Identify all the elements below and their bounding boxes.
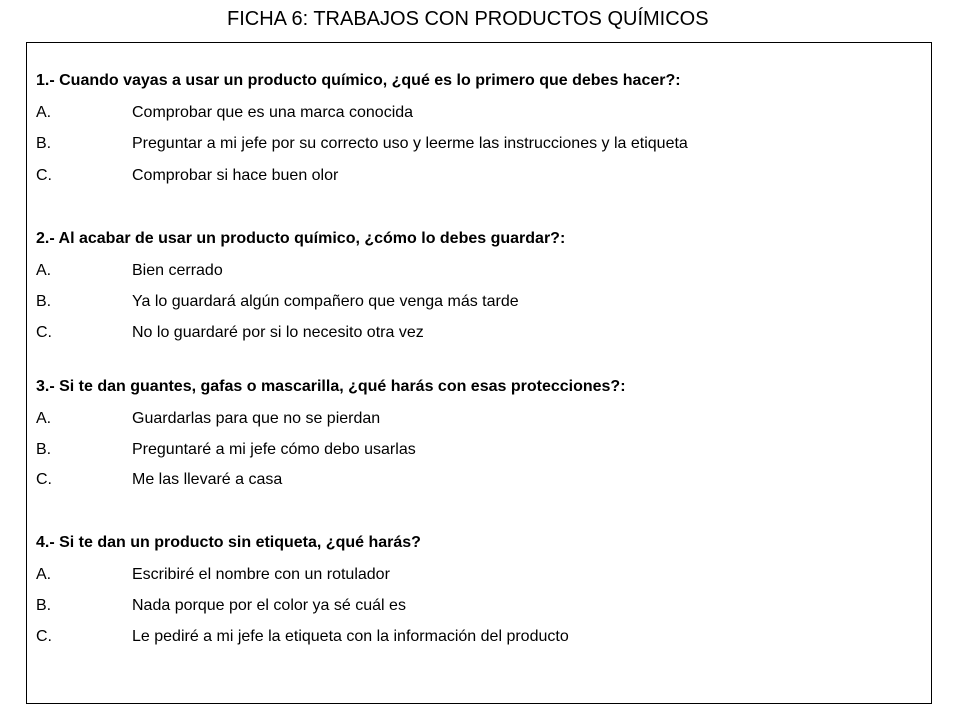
question-4-option-c[interactable] [36,628,916,648]
option-letter: C. [36,471,52,488]
question-3-option-a[interactable] [36,410,916,430]
question-3-option-c[interactable] [36,471,916,491]
option-letter: A. [36,104,52,121]
page-title: FICHA 6: TRABAJOS CON PRODUCTOS QUÍMICOS [227,8,709,30]
question-2: 2.- Al acabar de usar un producto químico, ¿cómo lo debes guardar?: [36,230,566,247]
question-2-option-c[interactable] [36,324,916,344]
option-letter: C. [36,324,52,341]
option-letter: B. [36,293,52,310]
option-text: Comprobar que es una marca conocida [132,104,414,121]
option-letter: B. [36,441,52,458]
option-letter: C. [36,628,52,645]
option-text: No lo guardaré por si lo necesito otra vez [132,324,424,341]
option-text: Nada porque por el color ya sé cuál es [132,597,406,614]
question-1: 1.- Cuando vayas a usar un producto químico, ¿qué es lo primero que debes hacer?: [36,72,681,89]
question-1-option-a[interactable] [36,104,916,124]
option-letter: A. [36,566,52,583]
option-text: Preguntaré a mi jefe cómo debo usarlas [132,441,416,458]
option-text: Le pediré a mi jefe la etiqueta con la información del producto [132,628,569,645]
option-letter: C. [36,167,52,184]
question-3: 3.- Si te dan guantes, gafas o mascarilla, ¿qué harás con esas protecciones?: [36,378,626,395]
question-1-option-c[interactable] [36,167,916,187]
option-letter: B. [36,597,52,614]
option-letter: B. [36,135,52,152]
option-letter: A. [36,410,52,427]
option-text: Comprobar si hace buen olor [132,167,339,184]
question-1-option-b[interactable] [36,135,916,155]
option-text: Me las llevaré a casa [132,471,283,488]
question-4-option-a[interactable] [36,566,916,586]
option-text: Ya lo guardará algún compañero que venga más tarde [132,293,519,310]
option-text: Guardarlas para que no se pierdan [132,410,381,427]
option-letter: A. [36,262,52,279]
question-4-option-b[interactable] [36,597,916,617]
question-2-option-b[interactable] [36,293,916,313]
question-3-option-b[interactable] [36,441,916,461]
question-2-option-a[interactable] [36,262,916,282]
option-text: Escribiré el nombre con un rotulador [132,566,390,583]
option-text: Preguntar a mi jefe por su correcto uso y leerme las instrucciones y la etiqueta [132,135,688,152]
question-4: 4.- Si te dan un producto sin etiqueta, ¿qué harás? [36,534,421,551]
option-text: Bien cerrado [132,262,223,279]
